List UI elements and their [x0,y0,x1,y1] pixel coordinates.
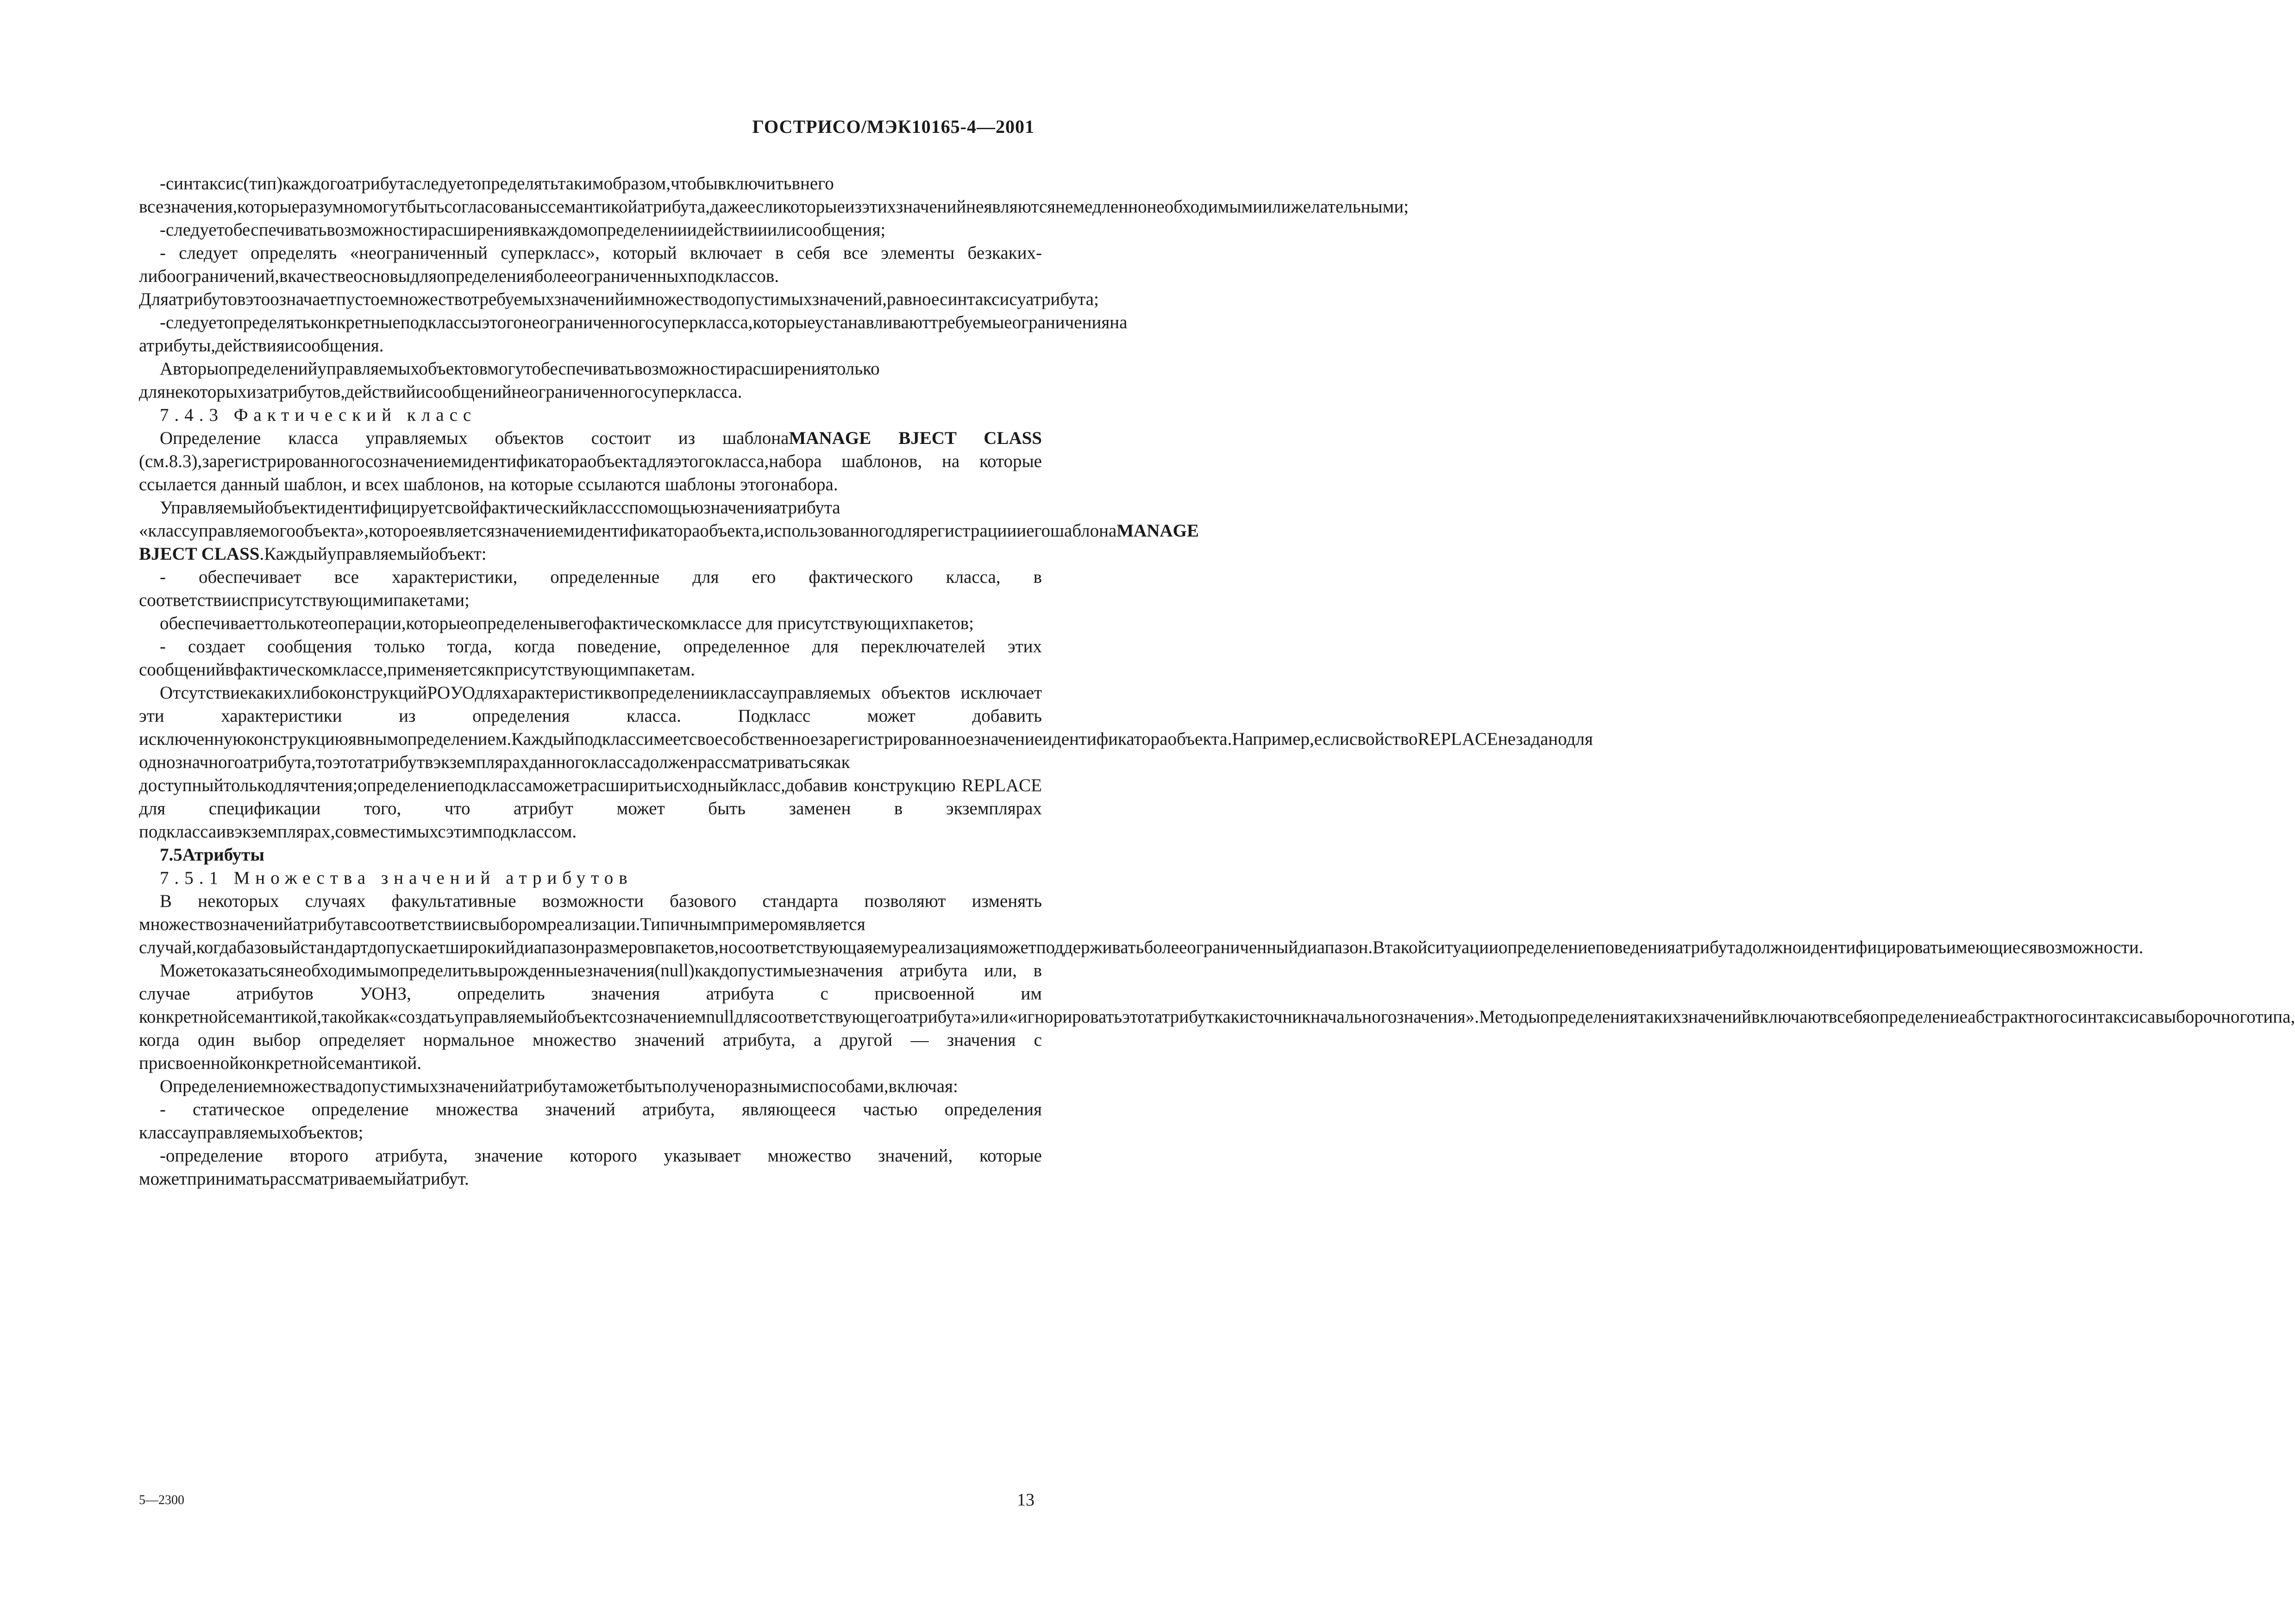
paragraph: Авторыопределенийуправляемыхобъектовмогутобеспечиватьвозможностирасширениятолько длянекоторыхизатрибутов,действийисообщенийнеограниченногосуперкласса. [139,359,880,402]
standard-header: ГОСТРИСО/МЭК10165-4—2001 [752,116,1035,137]
paragraph: В некоторых случаях факультативные возможности базового стандарта позволяют изменять множествозначенийатрибутавсоответствиисвыборомреализации.Типичнымпримеромявляется случай,когдабазовыйстандартдопускаетширокийдиапазонразмеровпакетов,носоответствующаяемуреализацияможетподдерживатьболееограниченныйдиапазон.Втакойситуацииопределениеповеденияатрибутадолжноидентифицироватьимеющиесявозможности. [139,891,2144,957]
paragraph: -синтаксис(тип)каждогоатрибутаследуетопределятьтакимобразом,чтобывключитьвнего всезначения,которыеразумномогутбытьсогласованыссемантикойатрибута,дажеесликоторыеизэтихзначенийнеявляютсянемедленнонеобходимымиилижелательными; [139,174,1409,217]
section-heading-7-5-1: 7.5.1 Множества значений атрибутов [160,868,633,888]
paragraph: - создает сообщения только тогда, когда поведение, определенное для переключателей этих сообщенийвфактическомклассе,применяетсякприсутствующимпакетам. [139,637,1042,680]
paragraph-text: (см.8.3),зарегистрированногосозначениемидентификатораобъектадляэтогокласса,набора шаблонов, на которые ссылается данный шаблон, и всех шаблонов, на которые ссылаются шаблоны этогонабора. [139,451,1042,494]
paragraph: -определение второго атрибута, значение которого указывает множество значений, которые можетприниматьрассматриваемыйатрибут. [139,1146,1042,1189]
paragraph: -следуетобеспечиватьвозможностирасширениявкаждомопределенииидействииилисообщения; [160,220,886,240]
page-number: 13 [1017,1490,1035,1510]
paragraph: - следует определять «неограниченный суперкласс», который включает в себя все элементы безкаких-либоограничений,вкачествеосновыдляопределенияболееограниченныхподклассов. Дляатрибутовэтоозначаетпустоемножествотребуемыхзначенийимножестводопустимыхзначений,равноесинтаксисуатрибута; [139,243,1099,309]
paragraph: ОтсутствиекакихлибоконструкцийPOУОдляхарактеристиквопределенииклассауправляемых объектов исключает эти характеристики из определения класса. Подкласс может добавить исключеннуюконструкциюявнымопределением.Каждыйподклассимеетсвоесобственноезарегистрированноезначениеидентификатораобъекта.Например,еслисвойствоREPLACEнезаданодля однозначногоатрибута,тоэтотатрибутвэкземплярахданногоклассадолженрассматриватьсякак доступныйтолькодлячтения;определениеподклассаможетрасширитьисходныйкласс,добавив конструкцию REPLACE для спецификации того, что атрибут может быть заменен в экземплярах подклассаивэкземплярах,совместимыхсэтимподклассом. [139,683,1593,842]
keyword: MANAGE BJECT CLASS [139,521,1199,564]
keyword: MANAGE BJECT CLASS [789,428,1042,448]
paragraph: - статическое определение множества значений атрибута, являющееся частью определения классауправляемыхобъектов; [139,1099,1042,1143]
paragraph: обеспечиваеттолькотеоперации,которыеопределенывегофактическомклассе для присутствующихпакетов; [160,613,974,633]
paragraph [139,427,1042,496]
body-text [139,172,2295,1191]
paragraph: Определениемножествадопустимыхзначенийатрибутаможетбытьполученоразнымиспособами,включая: [160,1076,958,1096]
paragraph: Можетоказатьсянеобходимымопределитьвырожденныезначения(null)какдопустимыезначения атрибута или, в случае атрибутов УОНЗ, определить значения атрибута с присвоенной им конкретнойсемантикой,такойкак«создатьуправляемыйобъектсозначениемnullдлясоответствующегоатрибута»или«игнорироватьэтотатрибуткакисточникначальногозначения».Методыопределениятакихзначенийвключаютвсебяопределениеабстрактногосинтаксисавыборочноготипа, когда один выбор определяет нормальное множество значений атрибута, а другой — значения с присвоеннойконкретнойсемантикой. [139,961,2295,1073]
paragraph-text: Управляемыйобъектидентифицируетсвойфактическийклассспомощьюзначенияатрибута «классуправляемогообъекта»,котороеявляетсязначениемидентификатораобъекта,использованногодлярегистрациииегошаблона [139,498,1117,541]
footer-code: 5—2300 [139,1493,184,1507]
paragraph-text: .Каждыйуправляемыйобъект: [259,544,487,564]
paragraph: -следуетопределятьконкретныеподклассыэтогонеограниченногосуперкласса,которыеустанавливаюттребуемыеограниченияна атрибуты,действияисообщения. [139,312,1128,356]
section-heading-7-4-3: 7.4.3 Фактический класс [160,405,477,425]
paragraph: - обеспечивает все характеристики, определенные для его фактического класса, в соответствиисприсутствующимипакетами; [139,567,1042,610]
paragraph [139,496,1199,566]
section-heading-7-5: 7.5Атрибуты [160,845,264,865]
paragraph-text: Определение класса управляемых объектов состоит из шаблона [160,428,789,448]
